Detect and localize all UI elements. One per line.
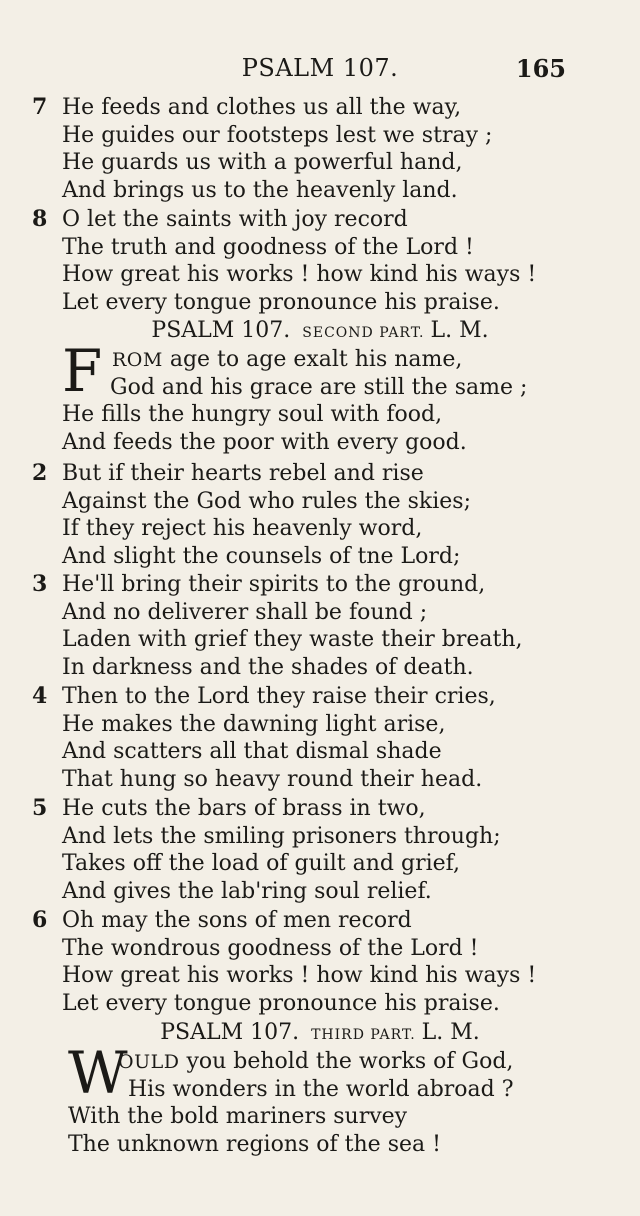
verse-line: And lets the smiling prisoners through; [62,823,501,849]
stanza-number: 2 [32,460,48,486]
stanza-1-second-part [32,346,632,456]
small-caps-word: OULD [118,1051,180,1073]
verse-line: O let the saints with joy record [62,207,408,232]
verse-line: Let every tongue pronounce his praise. [62,990,500,1016]
verse-line: Laden with grief they waste their breath, [62,627,523,652]
verse-line: He'll bring their spirits to the ground, [62,572,486,597]
drop-cap-letter: W [68,1039,128,1107]
verse-line: The unknown regions of the sea ! [68,1131,441,1157]
stanza-number: 3 [32,571,48,597]
page-number: 165 [515,54,566,83]
stanza-number: 6 [32,907,48,933]
stanza-number: 7 [32,94,48,120]
stanza-4 [32,683,632,793]
verse-line: age to age exalt his name, [162,347,463,372]
verse-line: He feeds and clothes us all the way, [62,95,462,120]
verse-line: His wonders in the world abroad ? [128,1076,514,1102]
verse-line: you behold the works of God, [179,1049,514,1074]
stanza-8 [32,206,632,316]
verse-line: And feeds the poor with every good. [62,429,467,455]
verse-line: And gives the lab'ring soul relief. [62,878,432,904]
stanza-7 [32,94,632,204]
verse-line: In darkness and the shades of death. [62,654,474,680]
verse-line: He fills the hungry soul with food, [62,402,443,427]
verse-line: Takes off the load of guilt and grief, [62,851,460,876]
small-caps-word: ROM [112,349,163,371]
stanza-1-third-part [32,1048,632,1158]
heading-title: PSALM 107. [151,318,291,343]
verse-line: And slight the counsels of tne Lord; [62,543,461,569]
verse-line: He guards us with a powerful hand, [62,150,463,175]
heading-meter: L. M. [421,1020,480,1045]
verse-line: He guides our footsteps lest we stray ; [62,122,493,148]
verse-line: And no deliverer shall be found ; [62,599,428,625]
verse-line: Oh may the sons of men record [62,908,412,933]
stanza-number: 4 [32,683,48,709]
verse-line: How great his works ! how kind his ways ! [62,963,537,988]
page-header-title: PSALM 107. [241,54,399,82]
verse-line: How great his works ! how kind his ways ! [62,262,537,287]
stanza-number: 5 [32,795,48,821]
heading-meter: L. M. [430,318,489,343]
verse-line: Then to the Lord they raise their cries, [62,684,496,709]
heading-title: PSALM 107. [160,1020,300,1045]
heading-part: SECOND PART. [302,325,425,341]
verse-line: Against the God who rules the skies; [62,488,471,514]
verse-line: The wondrous goodness of the Lord ! [62,935,479,961]
verse-line: God and his grace are still the same ; [110,374,528,400]
stanza-3 [32,571,632,681]
verse-line: And brings us to the heavenly land. [62,177,458,203]
stanza-5 [32,795,632,905]
verse-line: He cuts the bars of brass in two, [62,796,426,821]
verse-line: He makes the dawning light arise, [62,711,446,737]
verse-line: But if their hearts rebel and rise [62,461,424,486]
heading-part: THIRD PART. [311,1027,416,1043]
drop-cap-letter: F [62,337,103,405]
verse-line: That hung so heavy round their head. [62,766,483,792]
verse-line: If they reject his heavenly word, [62,516,423,541]
stanza-2 [32,460,632,570]
stanza-number: 8 [32,206,48,232]
verse-line: The truth and goodness of the Lord ! [62,234,474,260]
verse-line: With the bold mariners survey [68,1104,408,1129]
verse-line: And scatters all that dismal shade [62,739,442,764]
stanza-6 [32,907,632,1017]
verse-line: Let every tongue pronounce his praise. [62,289,500,315]
